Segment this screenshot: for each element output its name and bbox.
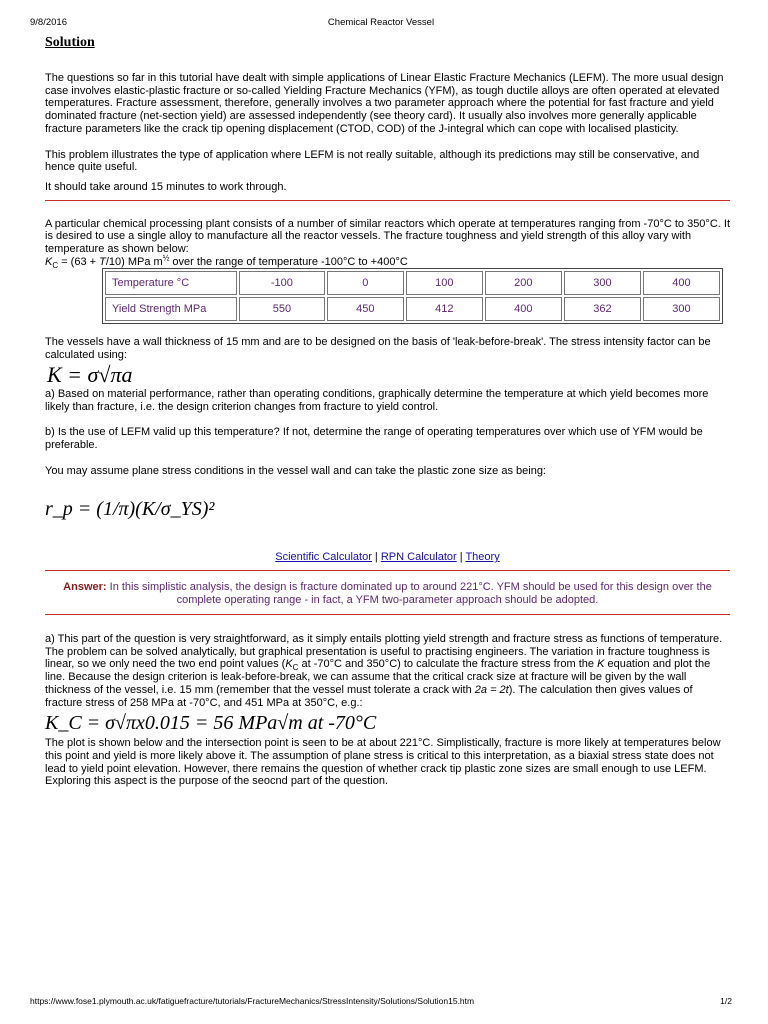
table-row-label: Yield Strength MPa	[105, 297, 237, 321]
kc-text-a: = (63 +	[58, 255, 100, 268]
table-cell: 200	[485, 271, 562, 295]
plastic-zone-equation	[45, 477, 730, 539]
solution-a-text-2: at -70°C and 350°C) to calculate the fracture stress from the	[298, 658, 598, 671]
rpn-calculator-link[interactable]: RPN Calculator	[380, 551, 457, 564]
scientific-calculator-link[interactable]: Scientific Calculator	[275, 551, 372, 564]
table-cell: 100	[406, 271, 483, 295]
solution-a-crack-relation: 2a = 2t	[474, 683, 509, 696]
table-cell: 550	[239, 297, 325, 321]
equation-text: K = σ√πa	[47, 361, 133, 387]
fracture-stress-equation	[45, 709, 730, 737]
theory-link[interactable]: Theory	[465, 551, 500, 564]
table-row-label: Temperature °C	[105, 271, 237, 295]
table-row-temperature	[105, 271, 720, 295]
kc-subscript: C	[52, 260, 59, 270]
kc-symbol: K	[45, 255, 53, 268]
problem-paragraph-3: You may assume plane stress conditions in the vessel wall and can take the plastic zone size as being:	[45, 464, 546, 477]
equation-text: K_C = σ√πx0.015 = 56 MPa√m at -70°C	[45, 712, 377, 735]
kc-formula	[45, 253, 730, 270]
solution-a-k-symbol: K	[285, 658, 293, 671]
answer-box	[45, 581, 730, 606]
intro-paragraph-3: It should take around 15 minutes to work through.	[45, 180, 287, 193]
print-date: 9/8/2016	[30, 17, 67, 28]
intro-paragraph-2: This problem illustrates the type of application where LEFM is not really suitable, although its predictions may still be conservative, and hence quite useful.	[45, 148, 700, 174]
kc-text-b: /10) MPa m	[105, 255, 163, 268]
solution-a-text-1: a) This part of the question is very straightforward, as it simply entails plotting yield strength and fracture stress as functions of temperature. The problem can be solved analytically, but graphical presentation is useful to practising engineers. The variation in fracture toughness is linear, so we only need the two end point values (	[45, 633, 723, 671]
print-title: Chemical Reactor Vessel	[327, 17, 435, 28]
table-cell: 400	[485, 297, 562, 321]
table-cell: 362	[564, 297, 641, 321]
property-table	[102, 268, 723, 324]
solution-part-a	[45, 633, 730, 709]
calculator-links	[45, 551, 730, 564]
kc-text-c: over the range of temperature -100°C to +400°C	[169, 255, 408, 268]
table-cell: 0	[327, 271, 404, 295]
page-content	[45, 35, 730, 788]
solution-a-text-4: ). The calculation then gives values of fracture stress of 258 MPa at -70°C, and 451 MPa at 350°C, e.g.:	[45, 683, 693, 709]
equation-text: r_p = (1/π)(K/σ_YS)²	[45, 498, 215, 521]
question-b: b) Is the use of LEFM valid up this temperature? If not, determine the range of operating temperatures over which use of YFM would be preferable.	[45, 426, 703, 451]
solution-a-k-subscript: C	[292, 663, 299, 673]
table-cell: 450	[327, 297, 404, 321]
solution-plot-paragraph: The plot is shown below and the intersection point is seen to be at about 221°C. Simplistically, fracture is more likely at temperatures below this point and yield is more likely above it. The assumption of plane stress is critical to this interpretation, as a biaxial stress state does not lead to yield point elevation. However, there remains the question of whether crack tip plastic zone sizes are small enough to use LEFM. Exploring this aspect is the purpose of the seocnd part of the question.	[45, 737, 721, 788]
solution-a-text-3: equation and plot the line. Because the design criterion is leak-before-break, we can assume that the critical crack size at fracture will be given by the wall thickness of the vessel, i.e. 15 mm (remember that the vessel must tolerate a crack with	[45, 658, 711, 696]
stress-intensity-equation	[45, 362, 730, 388]
table-cell: 412	[406, 297, 483, 321]
print-page-number: 1/2	[720, 996, 732, 1006]
solution-a-k-symbol-2: K	[597, 658, 605, 671]
table-cell: -100	[239, 271, 325, 295]
table-row-yield	[105, 297, 720, 321]
intro-paragraph-1: The questions so far in this tutorial have dealt with simple applications of Linear Elastic Fracture Mechanics (LEFM). The more usual design case involves elastic-plastic fracture or so-called Yielding Fracture Mechanics (YFM), as tough ductile alloys are often operated at elevated temperatures. Fracture assessment, therefore, generally involves a two parameter approach where the potential for fast fracture and yield dominated fracture (net-section yield) are assessed independently (see theory card). It usually also involves more generally applicable fracture parameters like the crack tip opening displacement (CTOD, COD) of the J-integral which can cope with localised plasticity.	[45, 72, 724, 135]
page-heading: Solution	[45, 35, 95, 50]
table-cell: 300	[564, 271, 641, 295]
problem-paragraph-1: A particular chemical processing plant consists of a number of similar reactors which operate at temperatures ranging from -70°C to 350°C. It is desired to use a single alloy to manufacture all the reactor vessels. The fracture toughness and yield strength of this alloy vary with temperature as shown below:	[45, 217, 730, 256]
question-a: a) Based on material performance, rather than operating conditions, graphically determine the temperature at which yield becomes more likely than fracture, i.e. the design criterion changes from fracture to yield control.	[45, 387, 709, 413]
print-url: https://www.fose1.plymouth.ac.uk/fatiguefracture/tutorials/FractureMechanics/StressIntensity/Solutions/Solution15.htm	[30, 996, 475, 1006]
table-cell: 400	[643, 271, 720, 295]
kc-temperature-symbol: T	[99, 255, 106, 268]
table-cell: 300	[643, 297, 720, 321]
link-separator: |	[371, 551, 381, 564]
link-separator: |	[456, 551, 466, 564]
answer-label: Answer:	[63, 581, 107, 594]
answer-text: In this simplistic analysis, the design is fracture dominated up to around 221°C. YFM should be used for this design over the complete operating range - in fact, a YFM two-parameter approach should be adopted.	[106, 581, 712, 606]
problem-paragraph-2: The vessels have a wall thickness of 15 mm and are to be designed on the basis of 'leak-before-break'. The stress intensity factor can be calculated using:	[45, 336, 711, 362]
kc-exponent: ½	[162, 253, 170, 263]
print-header	[30, 17, 732, 29]
